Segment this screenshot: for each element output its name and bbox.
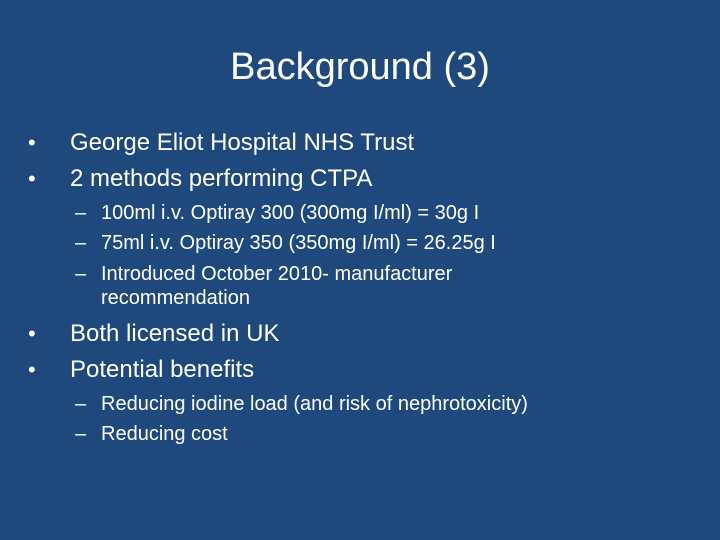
sub-bullet-text: Reducing cost: [101, 423, 228, 445]
sub-bullet-item: [75, 231, 675, 255]
sub-bullet-item: [75, 392, 675, 416]
slide-title: Background (3): [230, 46, 490, 88]
bullet-text: Potential benefits: [70, 356, 255, 383]
bullet-text: George Eliot Hospital NHS Trust: [70, 129, 415, 156]
bullet-icon: •: [28, 166, 36, 191]
dash-icon: –: [75, 202, 87, 224]
sub-bullet-text: 100ml i.v. Optiray 300 (300mg I/ml) = 30g I: [101, 202, 480, 224]
sub-bullet-text: 75ml i.v. Optiray 350 (350mg I/ml) = 26.25g I: [101, 232, 496, 254]
sub-bullet-item: [75, 422, 675, 446]
dash-icon: –: [75, 423, 87, 445]
bullet-text: 2 methods performing CTPA: [70, 165, 373, 192]
bullet-icon: •: [28, 321, 36, 346]
dash-icon: –: [75, 263, 87, 285]
sub-bullet-item: [75, 262, 545, 310]
bullet-text: Both licensed in UK: [70, 320, 280, 347]
sub-bullet-item: [75, 201, 675, 225]
bullet-icon: •: [28, 357, 36, 382]
bullet-item: [28, 127, 414, 159]
bullet-icon: •: [28, 130, 36, 155]
bullet-item: [28, 354, 254, 386]
dash-icon: –: [75, 393, 87, 415]
sub-bullet-text: Introduced October 2010- manufacturer recommendation: [101, 263, 453, 309]
sub-bullet-text: Reducing iodine load (and risk of nephrotoxicity): [101, 393, 528, 415]
dash-icon: –: [75, 232, 87, 254]
bullet-item: [28, 163, 372, 195]
bullet-item: [28, 318, 279, 350]
